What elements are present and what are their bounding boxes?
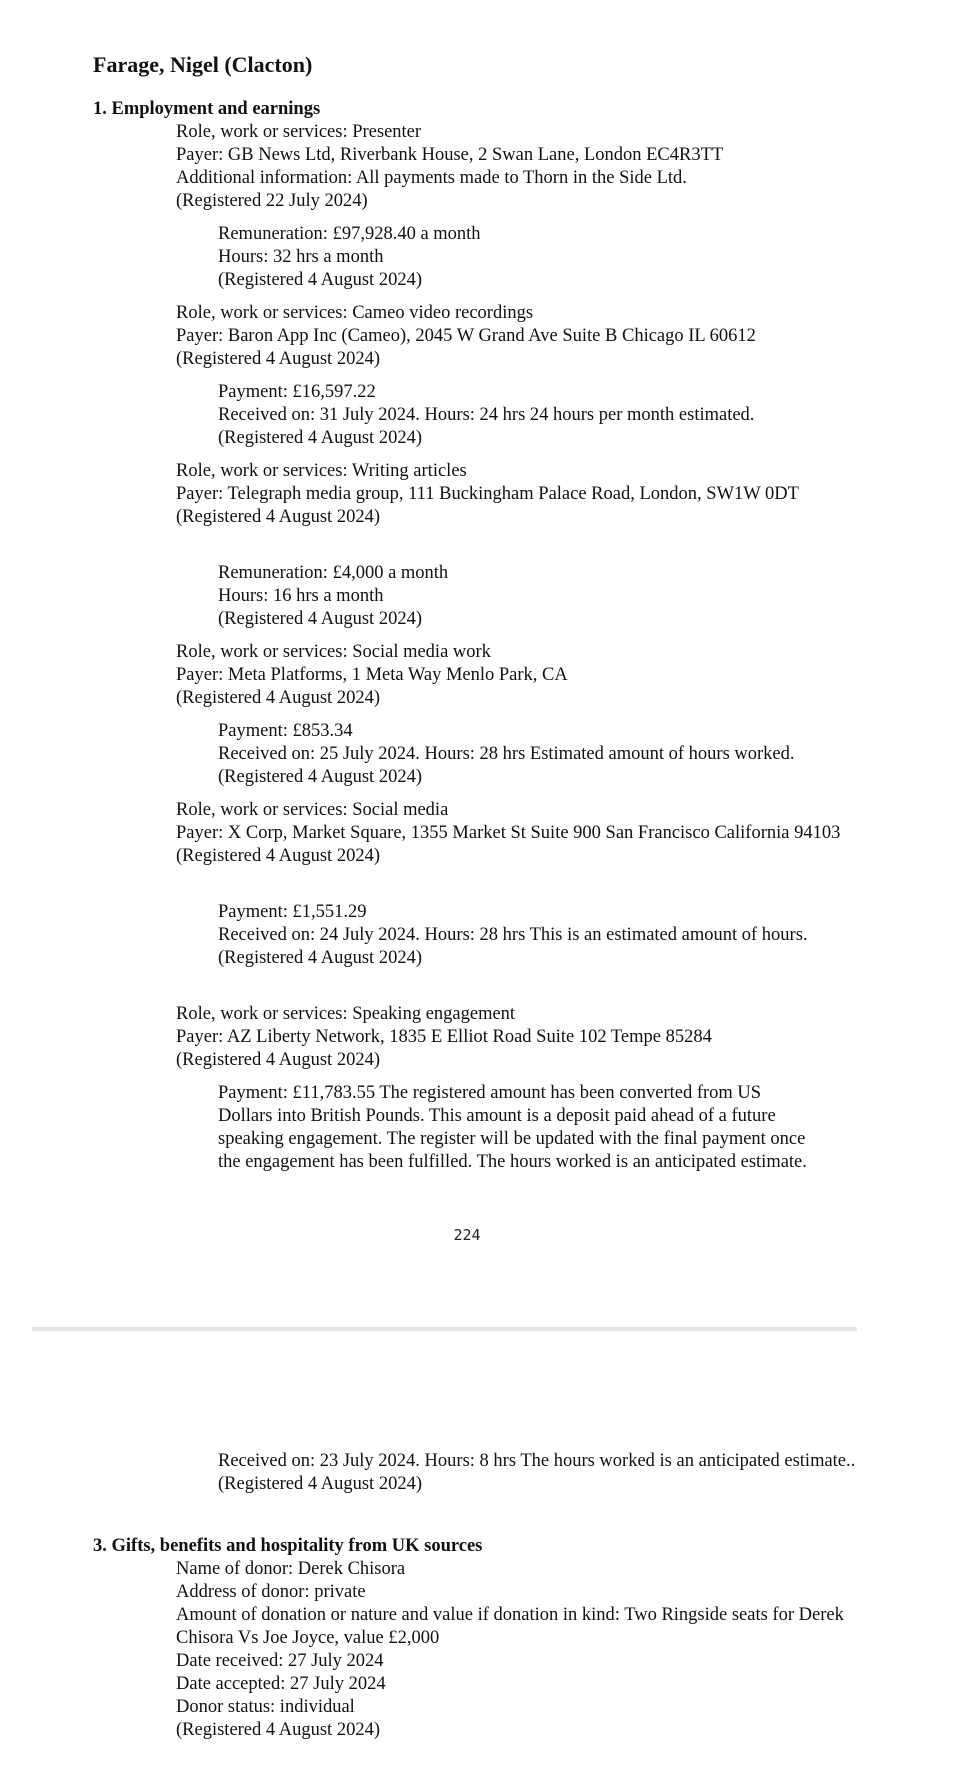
- employment-entry: [176, 302, 856, 371]
- entry-role: Role, work or services: Presenter: [176, 122, 422, 142]
- payment-detail: [218, 381, 858, 450]
- employment-entry: [176, 1003, 856, 1072]
- payment-registered-date: (Registered 4 August 2024): [218, 948, 422, 968]
- entry-role: Role, work or services: Cameo video recordings: [176, 303, 534, 323]
- entry-payer: Payer: Baron App Inc (Cameo), 2045 W Grand Ave Suite B Chicago IL 60612: [176, 326, 756, 346]
- entry-payer: Payer: GB News Ltd, Riverbank House, 2 Swan Lane, London EC4R3TT: [176, 145, 724, 165]
- payment-registered-date: (Registered 4 August 2024): [218, 767, 422, 787]
- section-heading-employment: 1. Employment and earnings: [93, 99, 321, 119]
- donor-name: Name of donor: Derek Chisora: [176, 1559, 406, 1579]
- payment-line: Remuneration: £97,928.40 a month: [218, 224, 481, 244]
- payment-detail: [218, 562, 858, 631]
- gift-entry: [176, 1558, 856, 1742]
- payment-line: Payment: £853.34: [218, 721, 353, 741]
- donation-amount: Amount of donation or nature and value if donation in kind: Two Ringside seats for Derek Chisora Vs Joe Joyce, value £2,000: [176, 1605, 844, 1648]
- document-page-continuation: [0, 1345, 974, 1769]
- received-line: Received on: 23 July 2024. Hours: 8 hrs The hours worked is an anticipated estimate..: [218, 1451, 856, 1471]
- payment-line: Payment: £1,551.29: [218, 902, 367, 922]
- payment-detail: [218, 720, 858, 789]
- hours-line: Hours: 16 hrs a month: [218, 586, 384, 606]
- entry-registered-date: (Registered 4 August 2024): [176, 688, 380, 708]
- mp-title: Farage, Nigel (Clacton): [93, 52, 313, 77]
- employment-entry: [176, 460, 856, 529]
- payment-detail: [218, 223, 858, 292]
- donor-address: Address of donor: private: [176, 1582, 366, 1602]
- entry-payer: Payer: AZ Liberty Network, 1835 E Elliot Road Suite 102 Tempe 85284: [176, 1027, 712, 1047]
- date-accepted: Date accepted: 27 July 2024: [176, 1674, 386, 1694]
- payment-line: Payment: £16,597.22: [218, 382, 376, 402]
- entry-role: Role, work or services: Writing articles: [176, 461, 467, 481]
- employment-entry: [176, 641, 856, 710]
- entry-additional-info: Additional information: All payments made to Thorn in the Side Ltd.: [176, 168, 687, 188]
- donor-status: Donor status: individual: [176, 1697, 355, 1717]
- gift-registered-date: (Registered 4 August 2024): [176, 1720, 380, 1740]
- page-divider: [32, 1327, 857, 1331]
- payment-detail: [218, 901, 858, 970]
- entry-payer: Payer: Meta Platforms, 1 Meta Way Menlo Park, CA: [176, 665, 568, 685]
- payment-registered-date: (Registered 4 August 2024): [218, 1474, 422, 1494]
- entry-registered-date: (Registered 4 August 2024): [176, 846, 380, 866]
- employment-entry: [176, 799, 856, 868]
- payment-detail: [218, 1082, 818, 1174]
- employment-entry: [176, 121, 856, 213]
- payment-registered-date: (Registered 4 August 2024): [218, 609, 422, 629]
- received-line: Received on: 24 July 2024. Hours: 28 hrs This is an estimated amount of hours.: [218, 925, 808, 945]
- entry-payer: Payer: X Corp, Market Square, 1355 Market St Suite 900 San Francisco California 94103: [176, 823, 841, 843]
- entry-registered-date: (Registered 4 August 2024): [176, 507, 380, 527]
- entry-registered-date: (Registered 4 August 2024): [176, 1050, 380, 1070]
- payment-line: Payment: £11,783.55 The registered amount has been converted from US Dollars into British Pounds. This amount is a deposit paid ahead of a future speaking engagement. The register will be updated with the final payment once the engagement has been fulfilled. The hours worked is an anticipated estimate.: [218, 1083, 807, 1172]
- entry-role: Role, work or services: Social media work: [176, 642, 491, 662]
- page-number: 224: [453, 1226, 481, 1244]
- payment-line: Remuneration: £4,000 a month: [218, 563, 449, 583]
- entry-role: Role, work or services: Social media: [176, 800, 449, 820]
- received-line: Received on: 25 July 2024. Hours: 28 hrs Estimated amount of hours worked.: [218, 744, 795, 764]
- section-heading-gifts: 3. Gifts, benefits and hospitality from UK sources: [93, 1536, 483, 1556]
- entry-registered-date: (Registered 4 August 2024): [176, 349, 380, 369]
- entry-payer: Payer: Telegraph media group, 111 Buckingham Palace Road, London, SW1W 0DT: [176, 484, 799, 504]
- date-received: Date received: 27 July 2024: [176, 1651, 384, 1671]
- payment-detail-continued: [218, 1450, 858, 1496]
- payment-registered-date: (Registered 4 August 2024): [218, 270, 422, 290]
- payment-registered-date: (Registered 4 August 2024): [218, 428, 422, 448]
- received-line: Received on: 31 July 2024. Hours: 24 hrs 24 hours per month estimated.: [218, 405, 755, 425]
- entry-registered-date: (Registered 22 July 2024): [176, 191, 368, 211]
- hours-line: Hours: 32 hrs a month: [218, 247, 384, 267]
- entry-role: Role, work or services: Speaking engagement: [176, 1004, 516, 1024]
